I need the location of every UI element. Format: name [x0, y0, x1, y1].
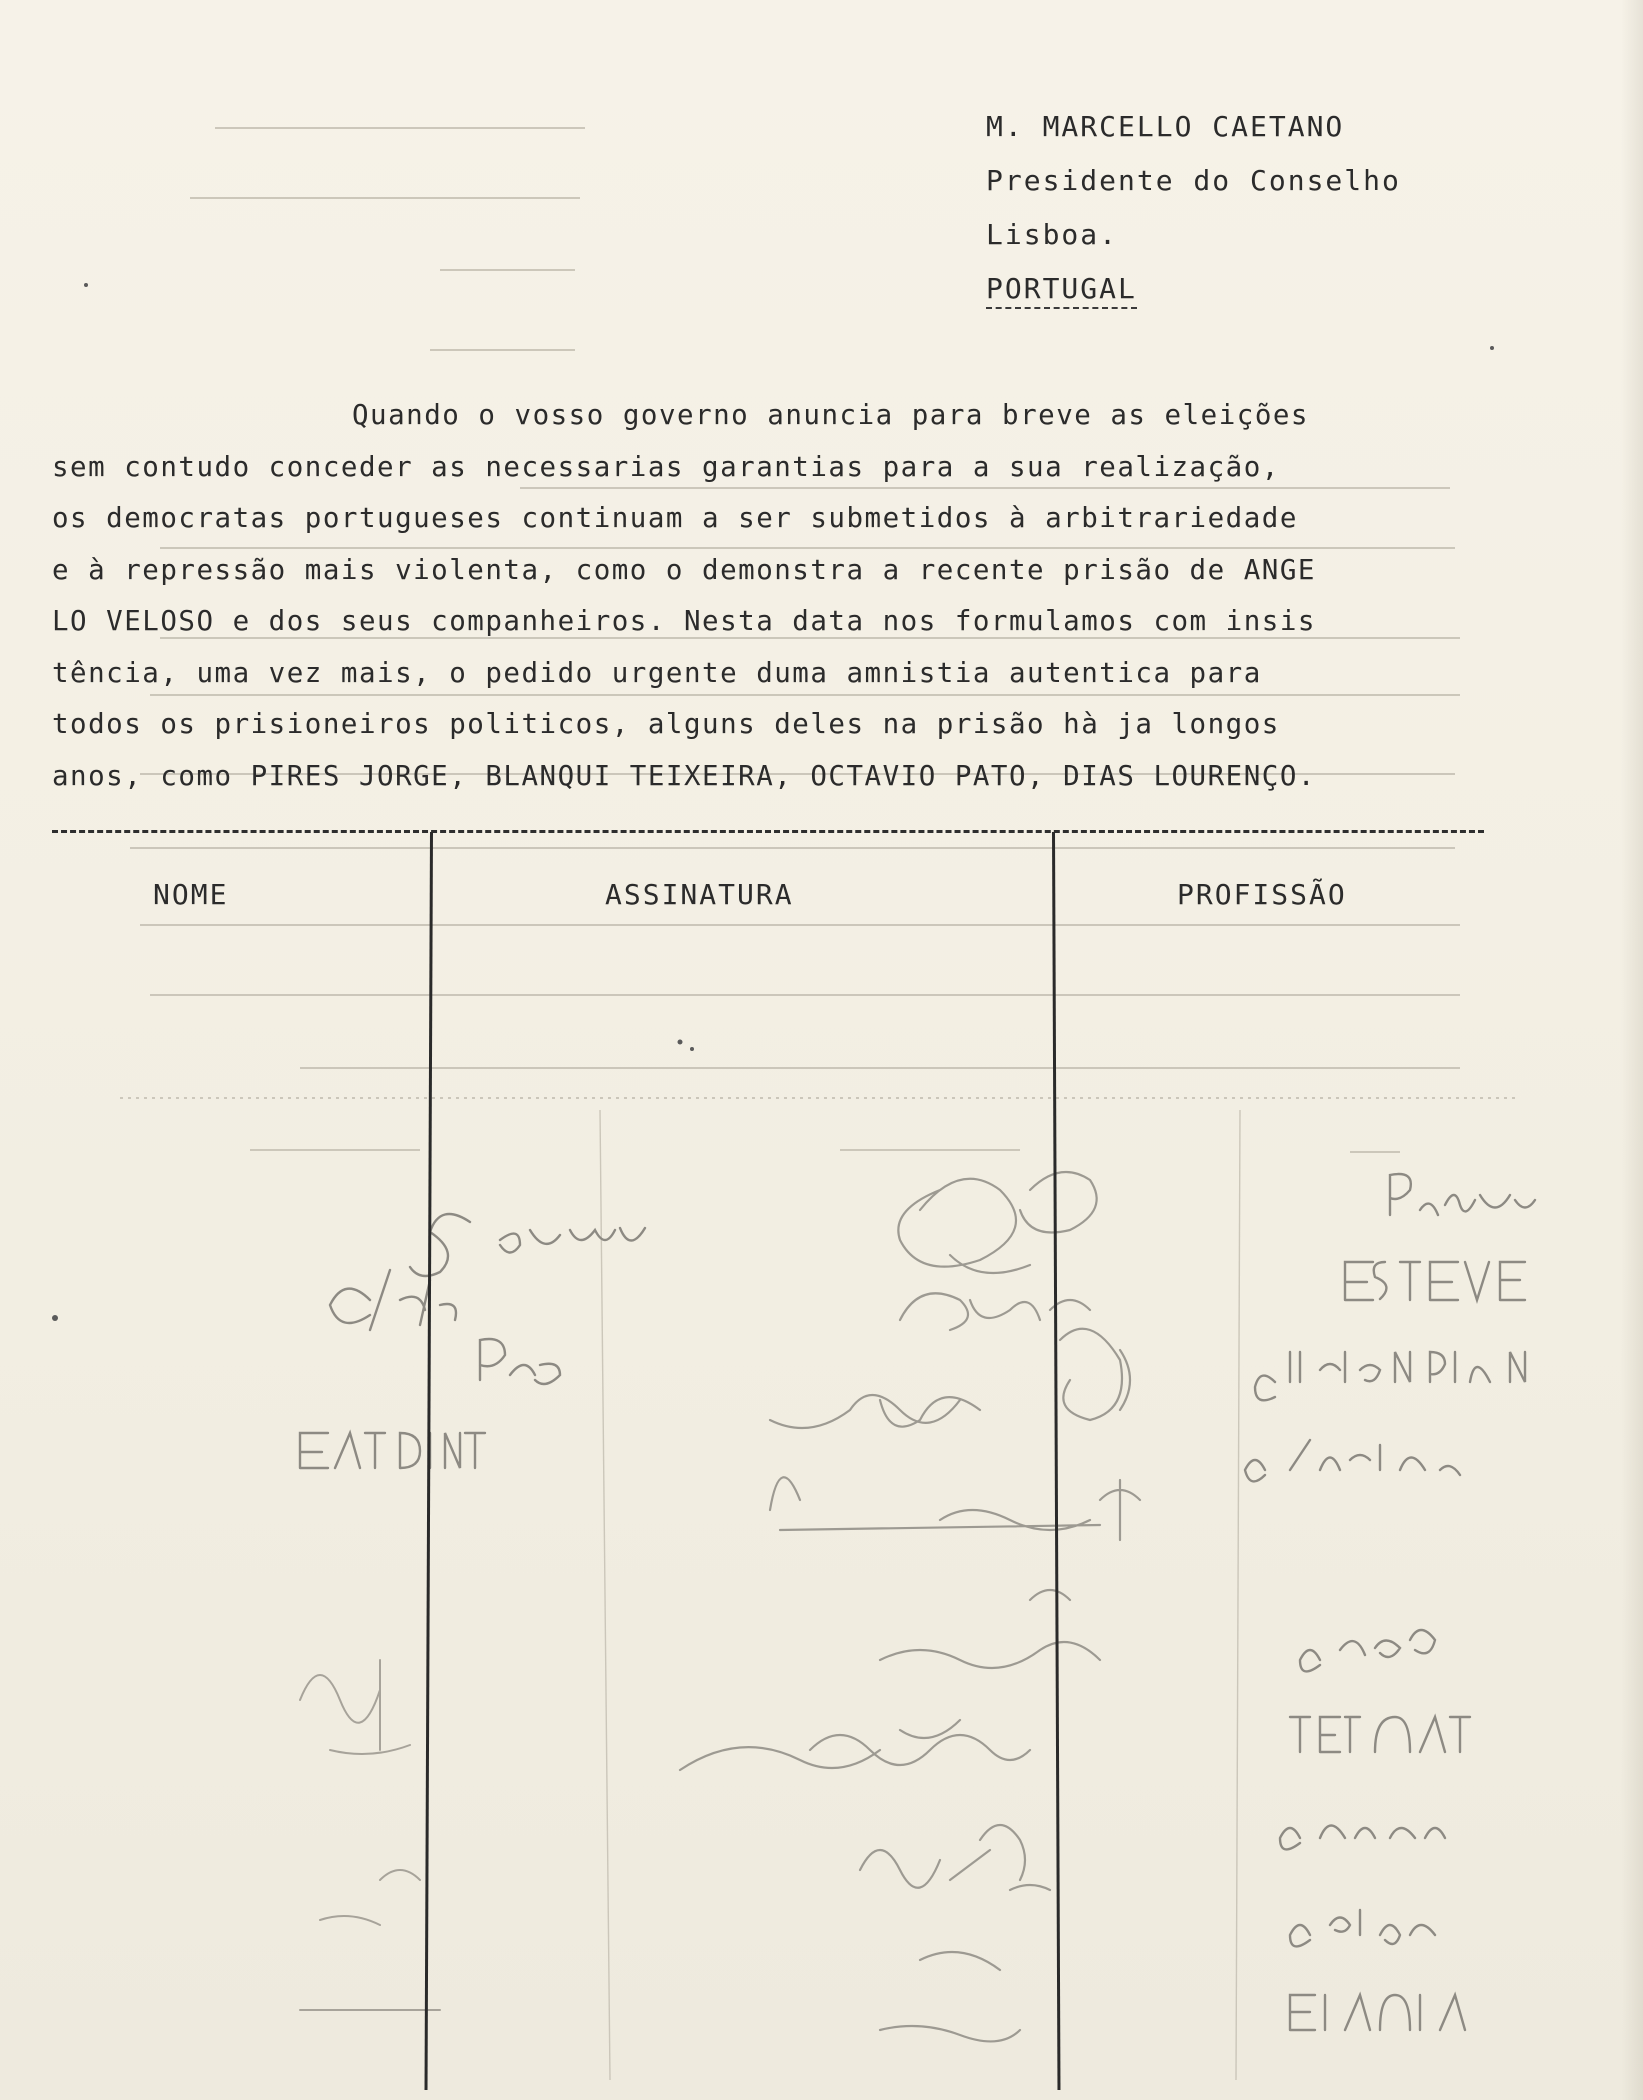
recipient-country: PORTUGAL: [986, 272, 1137, 309]
column-header-name: NOME: [153, 878, 229, 911]
column-header-signature: ASSINATURA: [605, 878, 794, 911]
pencil-signatures-left-lower: [300, 1660, 440, 2010]
table-top-divider: [52, 830, 1484, 833]
pencil-handwriting-left: [300, 1214, 645, 1468]
body-line-1: Quando o vosso governo anuncia para breve as eleições: [352, 399, 1309, 431]
table-column-divider-2: [1052, 832, 1060, 2090]
body-line-6: tência, uma vez mais, o pedido urgente duma amnistia autentica para: [52, 656, 1262, 689]
body-line-3: os democratas portugueses continuam a ser submetidos à arbitrariedade: [52, 502, 1298, 534]
recipient-city: Lisboa.: [986, 218, 1119, 251]
body-line-2: sem contudo conceder as necessarias garantias para a sua realização,: [52, 450, 1280, 483]
column-header-profession: PROFISSÃO: [1177, 878, 1347, 911]
recipient-address: [986, 105, 1506, 321]
body-line-4: e à repressão mais violenta, como o demonstra a recente prisão de ANGE: [52, 553, 1316, 586]
recipient-title: Presidente do Conselho: [986, 164, 1401, 197]
recipient-name: M. MARCELLO CAETANO: [986, 110, 1345, 143]
pencil-handwriting-right: [1245, 1174, 1535, 2030]
pencil-signatures-middle: [680, 1172, 1140, 2041]
letter-body: [52, 393, 1472, 805]
table-column-divider-1: [425, 832, 433, 2090]
page-edge-shadow: [1621, 0, 1643, 2100]
body-line-7: todos os prisioneiros politicos, alguns deles na prisão hà ja longos: [52, 708, 1280, 740]
body-line-8: anos, como PIRES JORGE, BLANQUI TEIXEIRA, OCTAVIO PATO, DIAS LOURENÇO.: [52, 759, 1316, 792]
body-line-5: LO VELOSO e dos seus companheiros. Nesta data nos formulamos com insis: [52, 605, 1316, 637]
